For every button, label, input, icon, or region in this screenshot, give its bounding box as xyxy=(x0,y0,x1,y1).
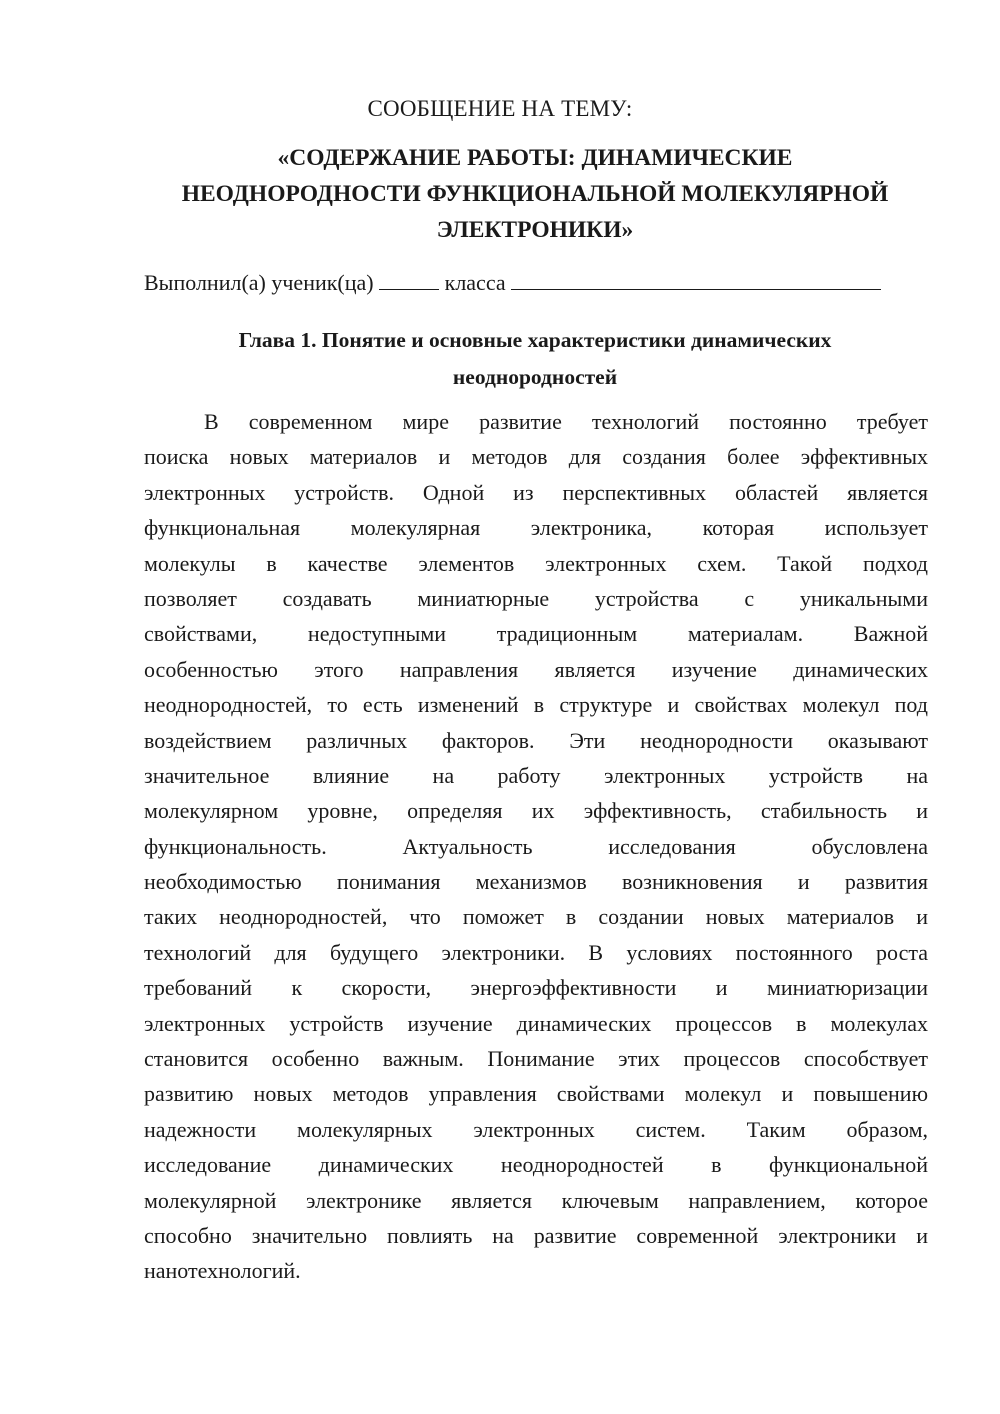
text-line: функциональность. Актуальность исследования обусловлена xyxy=(144,833,928,859)
text-line: молекулы в качестве элементов электронных схем. Такой подход xyxy=(144,550,928,576)
text-line: технологий для будущего электроники. В условиях постоянного роста xyxy=(144,939,928,965)
text-line: электронных устройств изучение динамических процессов в молекулах xyxy=(144,1010,928,1036)
text-line: свойствами, недоступными традиционным материалам. Важной xyxy=(144,621,928,647)
chapter-heading xyxy=(150,322,920,396)
text-line: электронных устройств. Одной из перспективных областей является xyxy=(144,479,928,505)
text-line: исследование динамических неоднородностей в функциональной xyxy=(144,1152,928,1178)
title-line: НЕОДНОРОДНОСТИ ФУНКЦИОНАЛЬНОЙ МОЛЕКУЛЯРНОЙ xyxy=(181,181,889,207)
grade-blank xyxy=(379,270,439,290)
text-line: таких неоднородностей, что поможет в создании новых материалов и xyxy=(144,904,928,930)
text-line: развитию новых методов управления свойствами молекул и повышению xyxy=(144,1081,928,1107)
author-prefix: Выполнил(а) ученик(ца) xyxy=(144,270,380,295)
chapter-heading-line: Глава 1. Понятие и основные характеристики динамических xyxy=(238,328,832,352)
text-line: молекулярной электронике является ключевым направлением, которое xyxy=(144,1187,928,1213)
author-class-label: класса xyxy=(439,270,512,295)
text-line: нанотехнологий. xyxy=(144,1258,301,1284)
text-line: особенностью этого направления является изучение динамических xyxy=(144,656,928,682)
text-line: необходимостью понимания механизмов возникновения и развития xyxy=(144,869,928,895)
text-line: позволяет создавать миниатюрные устройства с уникальными xyxy=(144,585,928,611)
author-line xyxy=(144,268,881,298)
title-line: ЭЛЕКТРОНИКИ» xyxy=(436,217,634,243)
text-line: В современном мире развитие технологий постоянно требует xyxy=(204,409,928,434)
document-label: СООБЩЕНИЕ НА ТЕМУ: xyxy=(367,96,633,121)
text-line: значительное влияние на работу электронных устройств на xyxy=(144,762,928,788)
text-line: надежности молекулярных электронных систем. Таким образом, xyxy=(144,1116,928,1142)
text-line: поиска новых материалов и методов для создания более эффективных xyxy=(144,444,928,470)
text-line: становится особенно важным. Понимание этих процессов способствует xyxy=(144,1046,928,1072)
text-line: функциональная молекулярная электроника, которая использует xyxy=(144,515,928,541)
text-line: способно значительно повлиять на развитие современной электроники и xyxy=(144,1222,928,1248)
title-line: «СОДЕРЖАНИЕ РАБОТЫ: ДИНАМИЧЕСКИЕ xyxy=(277,145,793,171)
chapter-heading-line: неоднородностей xyxy=(452,365,618,389)
text-line: воздействием различных факторов. Эти неоднородности оказывают xyxy=(144,727,928,753)
body-paragraph xyxy=(144,404,928,1289)
text-line: молекулярном уровне, определяя их эффективность, стабильность и xyxy=(144,798,928,824)
text-line: требований к скорости, энергоэффективности и миниатюризации xyxy=(144,975,928,1001)
document-title xyxy=(140,140,930,248)
name-blank xyxy=(511,270,881,290)
text-line: неоднородностей, то есть изменений в структуре и свойствах молекул под xyxy=(144,692,928,718)
